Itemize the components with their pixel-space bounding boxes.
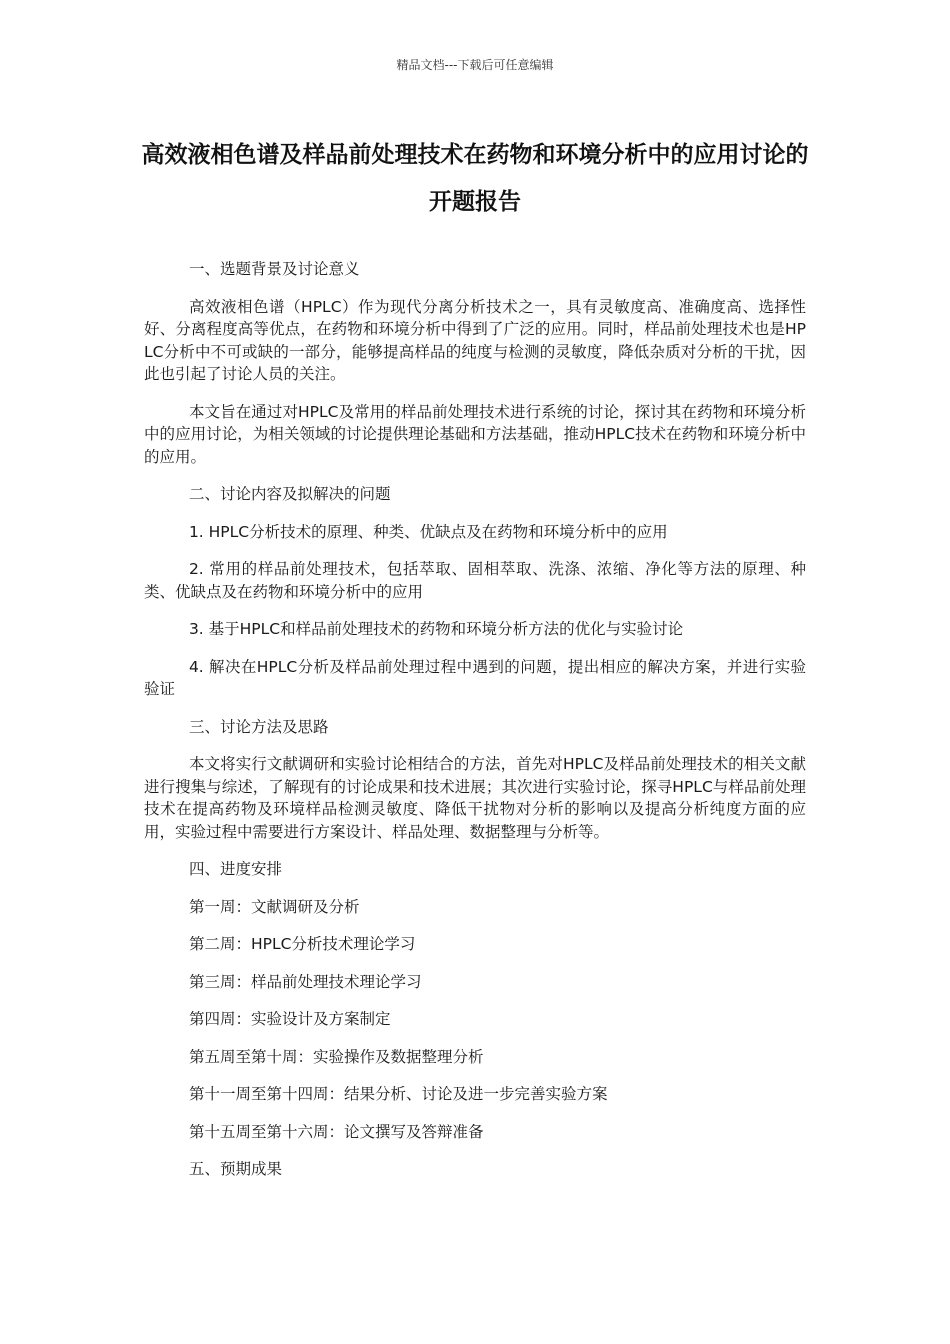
- list-item-content-2: 2. 常用的样品前处理技术，包括萃取、固相萃取、洗涤、浓缩、净化等方法的原理、种类、优缺点及在药物和环境分析中的应用: [144, 560, 806, 601]
- paragraph-purpose: 本文旨在通过对HPLC及常用的样品前处理技术进行系统的讨论，探讨其在药物和环境分析中的应用讨论，为相关领域的讨论提供理论基础和方法基础，推动HPLC技术在药物和环境分析中的应用。: [144, 402, 806, 466]
- section-heading-background: 一、选题背景及讨论意义: [188, 260, 360, 278]
- section-heading-methods: 三、讨论方法及思路: [188, 717, 329, 736]
- paragraph-methods: 本文将实行文献调研和实验讨论相结合的方法，首先对HPLC及样品前处理技术的相关文献进行搜集与综述，了解现有的讨论成果和技术进展；其次进行实验讨论，探寻HPLC与样品前处理技术在提高药物及环境样品检测灵敏度、降低干扰物对分析的影响以及提高分析纯度方面的应用，实验过程中需要进行方案设计、样品处理、数据整理与分析等。: [144, 755, 806, 841]
- schedule-item-week-3: 第三周：样品前处理技术理论学习: [188, 972, 422, 991]
- list-item-content-1: 1. HPLC分析技术的原理、种类、优缺点及在药物和环境分析中的应用: [188, 522, 668, 541]
- schedule-item-week-5-10: 第五周至第十周：实验操作及数据整理分析: [188, 1047, 484, 1066]
- schedule-item-week-4: 第四周：实验设计及方案制定: [188, 1010, 391, 1028]
- list-item-content-3: 3. 基于HPLC和样品前处理技术的药物和环境分析方法的优化与实验讨论: [188, 620, 684, 638]
- page-header-watermark: 精品文档---下载后可任意编辑: [396, 58, 554, 72]
- list-item-content-4: 4. 解决在HPLC分析及样品前处理过程中遇到的问题，提出相应的解决方案，并进行实验验证: [144, 657, 806, 698]
- section-heading-schedule: 四、进度安排: [188, 860, 282, 878]
- schedule-item-week-2: 第二周：HPLC分析技术理论学习: [188, 935, 416, 953]
- section-heading-content: 二、讨论内容及拟解决的问题: [188, 485, 391, 503]
- schedule-item-week-1: 第一周：文献调研及分析: [188, 897, 360, 916]
- section-heading-outcomes: 五、预期成果: [188, 1160, 282, 1178]
- paragraph-hplc-intro: 高效液相色谱（HPLC）作为现代分离分析技术之一，具有灵敏度高、准确度高、选择性好、分离程度高等优点，在药物和环境分析中得到了广泛的应用。同时，样品前处理技术也是HPLC分析中不可或缺的一部分，能够提高样品的纯度与检测的灵敏度，降低杂质对分析的干扰，因此也引起了讨论人员的关注。: [144, 297, 806, 383]
- document-title: 高效液相色谱及样品前处理技术在药物和环境分析中的应用讨论的开题报告: [141, 142, 809, 215]
- schedule-item-week-15-16: 第十五周至第十六周：论文撰写及答辩准备: [188, 1122, 484, 1141]
- document-body: [144, 258, 806, 1196]
- schedule-item-week-11-14: 第十一周至第十四周：结果分析、讨论及进一步完善实验方案: [188, 1085, 608, 1103]
